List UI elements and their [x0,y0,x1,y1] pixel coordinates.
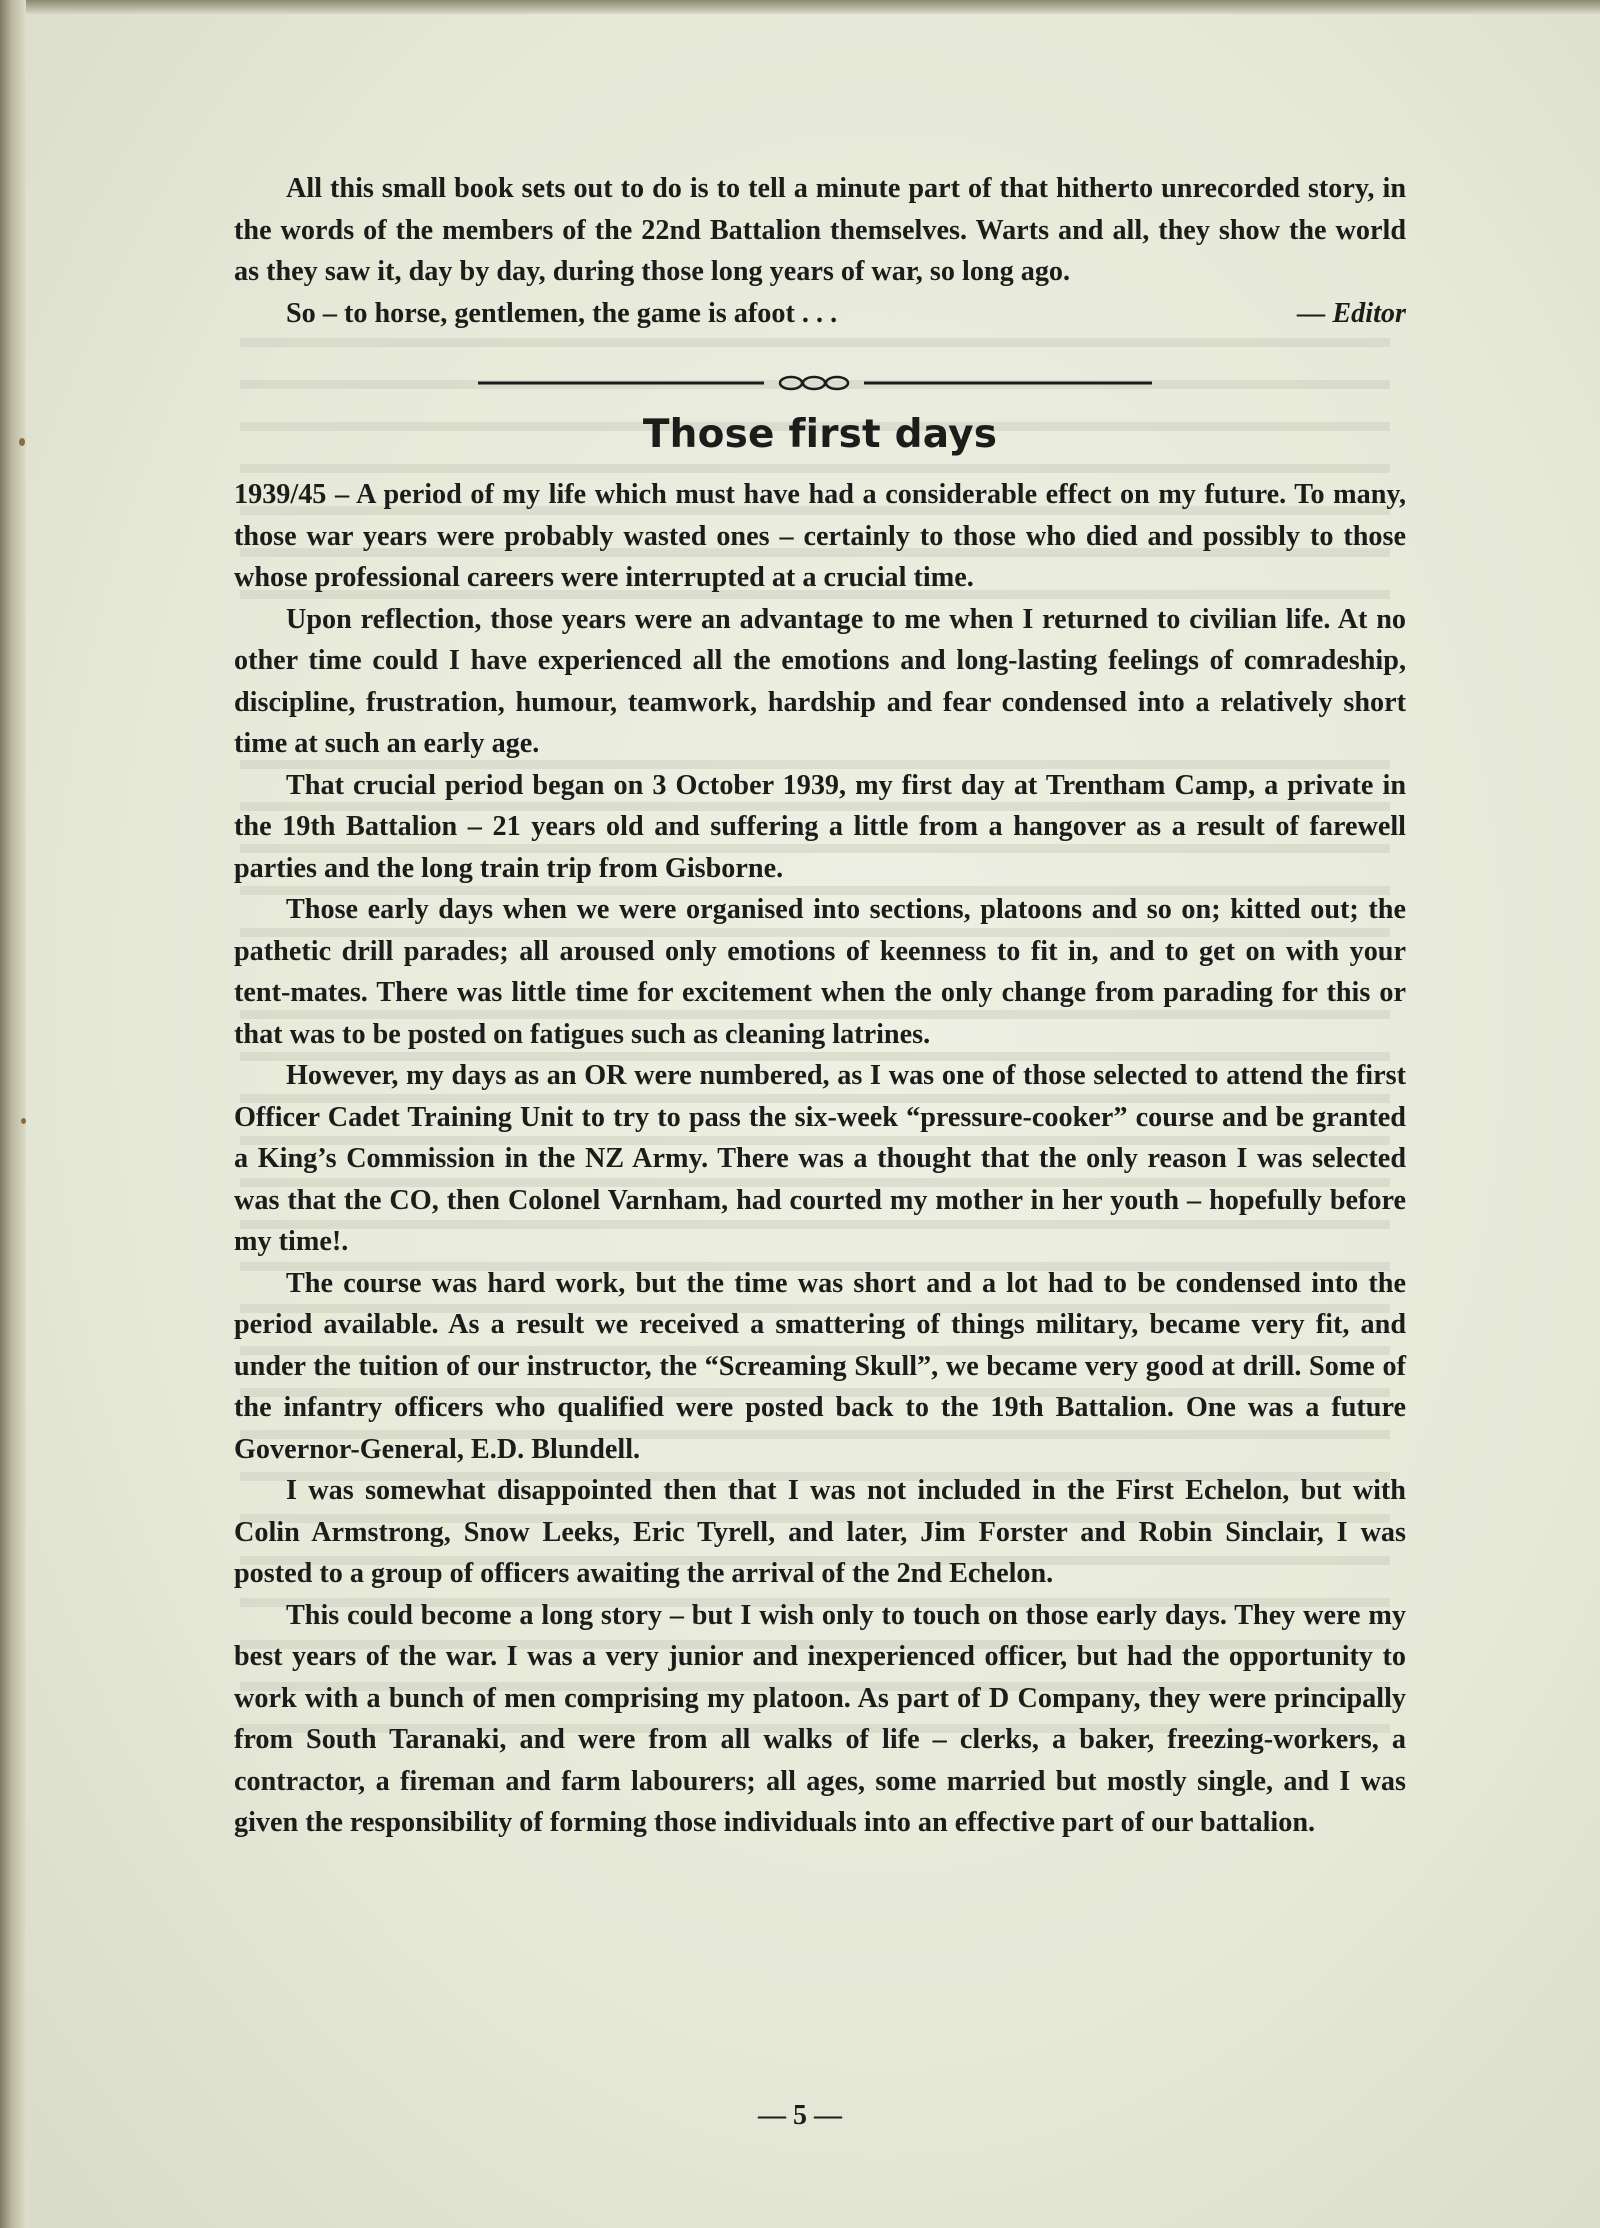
body-paragraph: I was somewhat disappointed then that I was not included in the First Echelon, but with Colin Armstrong, Snow Leeks, Eric Tyrell, and later, Jim Forster and Robin Sinclair, I was posted to a group of officers awaiting the arrival of the 2nd Echelon. [234,1475,1406,1589]
body-paragraph: That crucial period began on 3 October 1939, my first day at Trentham Camp, a private in the 19th Battalion – 21 years old and suffering a little from a hangover as a result of farewell parties and the long train trip from Gisborne. [234,769,1406,884]
ornament-divider-icon [234,368,1406,398]
signoff-attribution: — Editor [1297,297,1406,329]
section-divider [234,368,1406,398]
page-number: — 5 — [758,2100,842,2131]
body-paragraph: This could become a long story – but I wish only to touch on those early days. They were my best years of the war. I was a very junior and inexperienced officer, but had the opportunity to work with a bunch of men comprising my platoon. As part of D Company, they were principally from South Taranaki, and were from all walks of life – clerks, a baker, freezing-workers, a contractor, a fireman and farm labourers; all ages, some married but mostly single, and I was given the responsibility of forming those individuals into an effective part of our battalion. [234,1599,1406,1838]
paper-speck [19,438,25,446]
body-paragraph: Those early days when we were organised into sections, platoons and so on; kitted out; the pathetic drill parades; all aroused only emotions of keenness to fit in, and to get on with your tent-mates. There was little time for excitement when the only change from parading for this or that was to be posted on fatigues such as cleaning latrines. [234,894,1406,1050]
paper-speck [21,1118,26,1124]
body-paragraph: 1939/45 – A period of my life which must have had a considerable effect on my future. To many, those war years were probably wasted ones – certainly to those who died and possibly to those whose professional careers were interrupted at a crucial time. [234,479,1406,593]
body-paragraph: However, my days as an OR were numbered, as I was one of those selected to attend the first Officer Cadet Training Unit to try to pass the six-week “pressure-cooker” course and be granted a King’s Commission in the NZ Army. There was a thought that the only reason I was selected was that the CO, then Colonel Varnham, had courted my mother in her youth – hopefully before my time!. [234,1060,1406,1257]
intro-paragraph: All this small book sets out to do is to tell a minute part of that hitherto unrecorded story, in the words of the members of the 22nd Battalion themselves. Warts and all, they show the world as they saw it, day by day, during those long years of war, so long ago. [234,173,1406,287]
editor-signoff [234,293,1406,335]
body-paragraph: Upon reflection, those years were an advantage to me when I returned to civilian life. At no other time could I have experienced all the emotions and long-lasting feelings of comradeship, discipline, frustration, humour, teamwork, hardship and fear condensed into a relatively short time at such an early age. [234,603,1406,759]
page-content [234,168,1406,1844]
body-paragraph: The course was hard work, but the time was short and a lot had to be condensed into the period available. As a result we received a smattering of things military, became very fit, and under the tuition of our instructor, the “Screaming Skull”, we became very good at drill. Some of the infantry officers who qualified were posted back to the 19th Battalion. One was a future Governor-General, E.D. Blundell. [234,1267,1406,1465]
section-title: Those first days [642,412,998,457]
signoff-text: So – to horse, gentlemen, the game is afoot . . . [286,297,838,329]
